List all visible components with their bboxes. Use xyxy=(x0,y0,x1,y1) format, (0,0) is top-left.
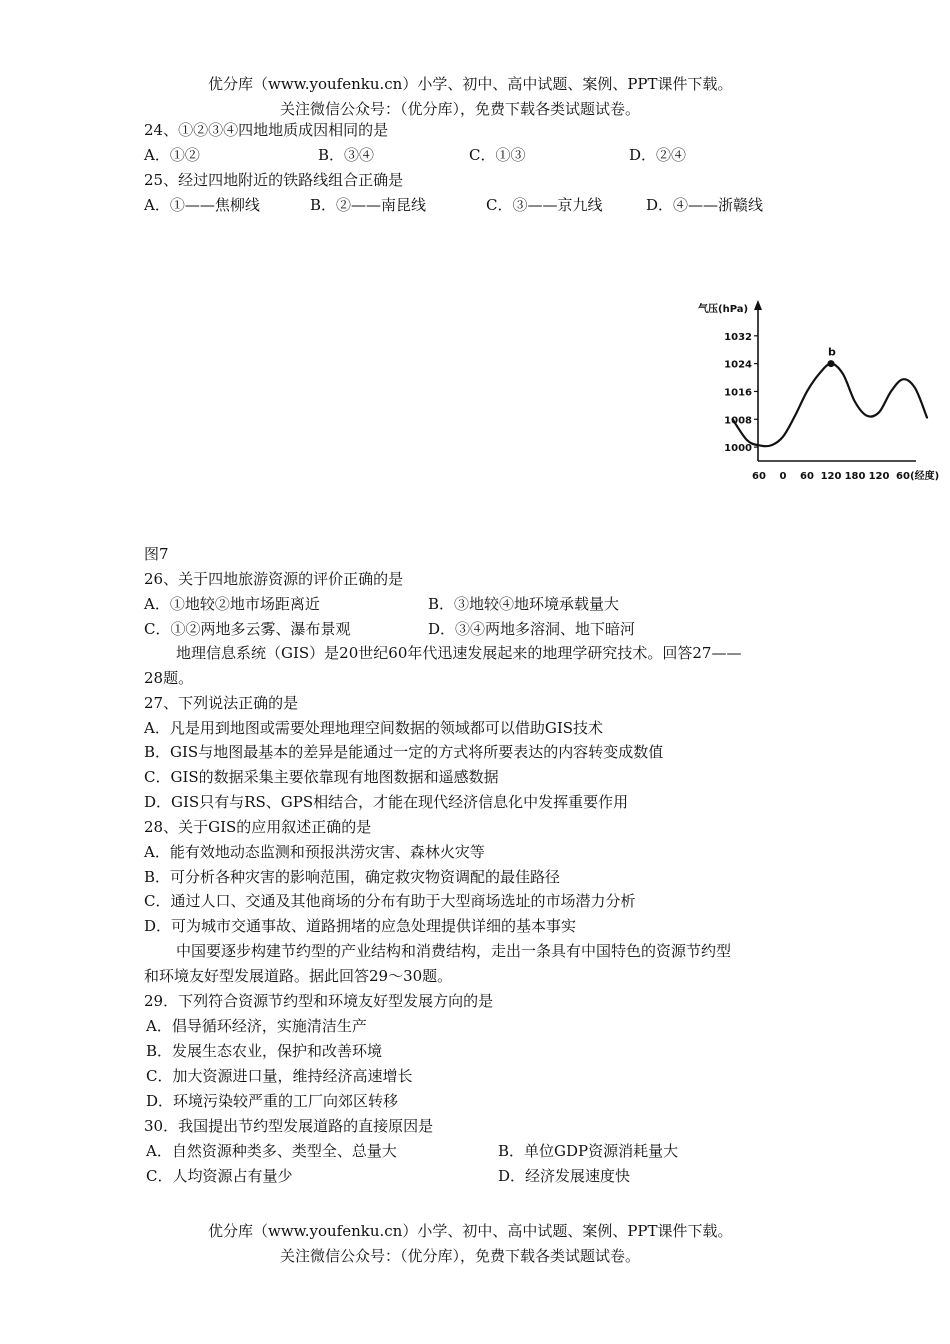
x-tick-label: 0 xyxy=(779,471,787,482)
y-tick-label: 1024 xyxy=(724,359,752,371)
q29-option-d: D．环境污染较严重的工厂向郊区转移 xyxy=(146,1092,399,1110)
gis-intro-line-1: 地理信息系统（GIS）是20世纪60年代迅速发展起来的地理学研究技术。回答27—— xyxy=(176,644,742,662)
gis-intro-line-2: 28题。 xyxy=(144,669,194,687)
x-tick-label: 60 xyxy=(800,471,814,482)
q26-stem: 26、关于四地旅游资源的评价正确的是 xyxy=(144,570,404,588)
x-tick-label: 120 xyxy=(868,471,890,482)
q24-option-c: C．①③ xyxy=(469,146,526,164)
q26-option-a: A．①地较②地市场距离近 xyxy=(144,595,320,613)
x-tick-label: 180 xyxy=(844,471,866,482)
x-tick-label: 120 xyxy=(820,471,842,482)
q24-option-b: B．③④ xyxy=(318,146,375,164)
q25-option-d: D．④——浙赣线 xyxy=(646,196,764,214)
q29-stem: 29．下列符合资源节约型和环境友好型发展方向的是 xyxy=(144,992,494,1010)
y-axis-arrow xyxy=(754,300,762,310)
q26-option-b: B．③地较④地环境承载量大 xyxy=(428,595,620,613)
eco-intro-line-2: 和环境友好型发展道路。据此回答29～30题。 xyxy=(144,967,453,985)
q24-stem: 24、①②③④四地地质成因相同的是 xyxy=(144,121,389,139)
y-tick-label: 1000 xyxy=(724,443,752,455)
q27-stem: 27、下列说法正确的是 xyxy=(144,694,299,712)
q29-option-b: B．发展生态农业，保护和改善环境 xyxy=(146,1042,383,1060)
x-tick-label: 60 xyxy=(752,471,766,482)
q30-option-c: C．人均资源占有量少 xyxy=(146,1167,293,1185)
q26-option-d: D．③④两地多溶洞、地下暗河 xyxy=(428,620,636,638)
q28-option-b: B．可分析各种灾害的影响范围，确定救灾物资调配的最佳路径 xyxy=(144,868,561,886)
header-line-2: 关注微信公众号：（优分库），免费下载各类试题试卷。 xyxy=(280,100,641,118)
pressure-curve xyxy=(733,364,927,447)
y-tick-label: 1008 xyxy=(724,415,752,427)
figure-caption: 图7 xyxy=(144,545,169,563)
q27-option-c: C．GIS的数据采集主要依靠现有地图数据和遥感数据 xyxy=(144,768,499,786)
pressure-chart xyxy=(690,296,950,491)
q24-option-d: D．②④ xyxy=(629,146,687,164)
q29-option-c: C．加大资源进口量，维持经济高速增长 xyxy=(146,1067,413,1085)
q25-option-a: A．①——焦柳线 xyxy=(144,196,260,214)
y-tick-label: 1016 xyxy=(724,387,752,399)
q26-option-c: C．①②两地多云雾、瀑布景观 xyxy=(144,620,351,638)
q28-option-d: D．可为城市交通事故、道路拥堵的应急处理提供详细的基本事实 xyxy=(144,917,577,935)
q25-stem: 25、经过四地附近的铁路线组合正确是 xyxy=(144,171,404,189)
footer-line-2: 关注微信公众号：（优分库），免费下载各类试题试卷。 xyxy=(280,1247,641,1265)
point-b-label: b xyxy=(828,345,836,359)
header-line-1: 优分库（www.youfenku.cn）小学、初中、高中试题、案例、PPT课件下载。 xyxy=(208,75,733,93)
q28-option-a: A．能有效地动态监测和预报洪涝灾害、森林火灾等 xyxy=(144,843,485,861)
q25-option-b: B．②——南昆线 xyxy=(310,196,427,214)
x-tick-label: 60 xyxy=(896,471,910,482)
q27-option-b: B．GIS与地图最基本的差异是能通过一定的方式将所要表达的内容转变成数值 xyxy=(144,743,664,761)
q28-option-c: C．通过人口、交通及其他商场的分布有助于大型商场选址的市场潜力分析 xyxy=(144,892,636,910)
q25-option-c: C．③——京九线 xyxy=(486,196,603,214)
q30-option-d: D．经济发展速度快 xyxy=(498,1167,631,1185)
chart-ylabel: 气压(hPa) xyxy=(698,304,749,315)
point-b-marker xyxy=(828,360,835,367)
q28-stem: 28、关于GIS的应用叙述正确的是 xyxy=(144,818,372,836)
q27-option-d: D．GIS只有与RS、GPS相结合，才能在现代经济信息化中发挥重要作用 xyxy=(144,793,629,811)
q30-option-a: A．自然资源种类多、类型全、总量大 xyxy=(146,1142,397,1160)
q29-option-a: A．倡导循环经济，实施清洁生产 xyxy=(146,1017,367,1035)
eco-intro-line-1: 中国要逐步构建节约型的产业结构和消费结构，走出一条具有中国特色的资源节约型 xyxy=(176,942,732,960)
footer-line-1: 优分库（www.youfenku.cn）小学、初中、高中试题、案例、PPT课件下载。 xyxy=(208,1222,733,1240)
q27-option-a: A．凡是用到地图或需要处理地理空间数据的领域都可以借助GIS技术 xyxy=(144,719,604,737)
chart-xlabel: (经度) xyxy=(910,471,940,482)
q30-option-b: B．单位GDP资源消耗量大 xyxy=(498,1142,679,1160)
q24-option-a: A．①② xyxy=(144,146,200,164)
y-tick-label: 1032 xyxy=(724,331,752,343)
q30-stem: 30．我国提出节约型发展道路的直接原因是 xyxy=(144,1117,434,1135)
